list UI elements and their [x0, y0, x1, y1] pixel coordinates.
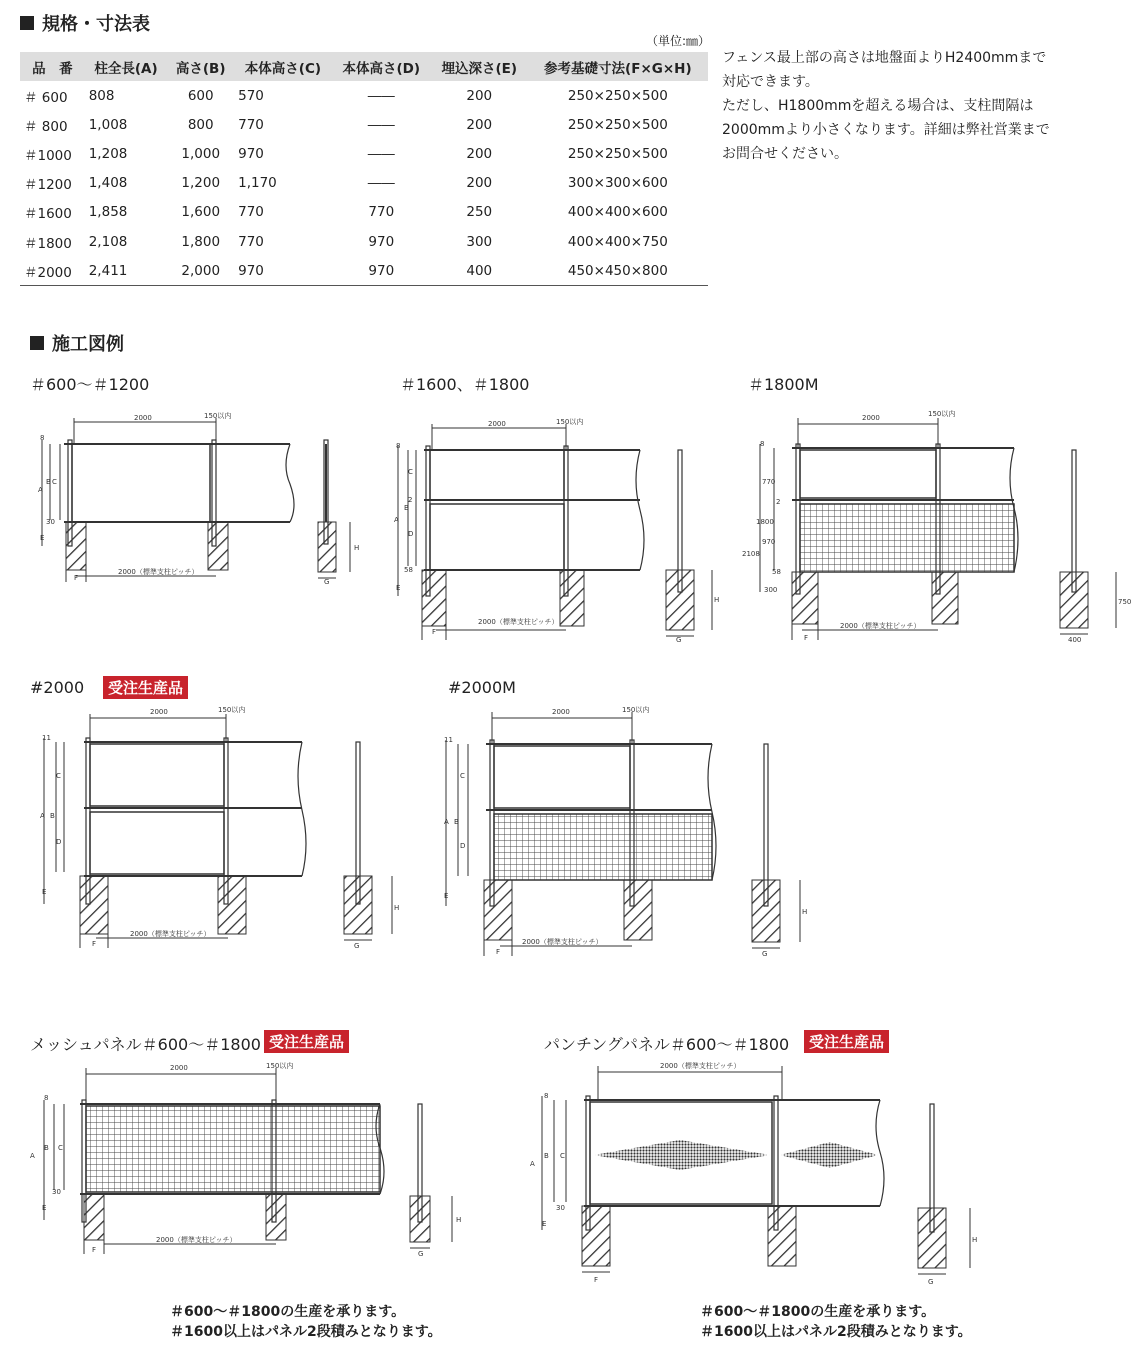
table-cell: 2,000	[167, 256, 234, 286]
dim-pitch: 2000（標準支柱ピッチ）	[840, 622, 921, 630]
dim-post-gap: 150以内	[218, 706, 246, 714]
dim-1800: 1800	[756, 518, 774, 526]
dim-770: 770	[762, 478, 776, 486]
table-cell: ――	[367, 145, 395, 162]
spec-header-cell: 品 番	[20, 52, 85, 81]
table-cell: 300×300×600	[567, 175, 668, 192]
table-cell: 1,008	[88, 116, 128, 133]
table-cell: 970	[332, 256, 431, 286]
table-cell: 2,108	[88, 233, 128, 250]
table-cell: 600	[187, 87, 214, 104]
dim-30: 30	[556, 1204, 565, 1212]
punching-note-line2: ＃1600以上はパネル2段積みとなります。	[700, 1324, 972, 1340]
spec-header-cell: 埋込深さ(E)	[431, 52, 528, 81]
diagram-title-mesh: メッシュパネル＃600〜＃1800	[30, 1035, 261, 1054]
dim-b: B	[46, 478, 51, 486]
diagram-1800m	[760, 418, 1116, 640]
diagram-title-1800m: ＃1800M	[748, 375, 819, 394]
dim-e: E	[42, 888, 47, 896]
dim-h: H	[394, 904, 400, 912]
table-cell: 250×250×500	[567, 145, 668, 162]
dim-g: G	[928, 1278, 934, 1286]
dim-b: B	[454, 818, 459, 826]
dim-a: A	[394, 516, 399, 524]
dim-e: E	[444, 892, 449, 900]
diagram-title-1600-1800: ＃1600、＃1800	[400, 375, 530, 394]
dim-a: A	[444, 818, 449, 826]
table-cell: ＃ 600	[24, 89, 68, 106]
table-cell: 1,000	[181, 145, 221, 162]
dim-h: H	[714, 596, 720, 604]
table-cell: 200	[466, 175, 493, 192]
dim-post-gap: 150以内	[204, 412, 232, 420]
table-cell: 1,200	[181, 175, 221, 192]
dim-pitch: 2000（標準支柱ピッチ）	[522, 938, 603, 946]
diagram-mesh-panel	[44, 1068, 452, 1254]
dim-c: C	[56, 772, 61, 780]
dim-b: B	[404, 504, 409, 512]
dim-2: 2	[776, 498, 781, 506]
table-cell: 200	[466, 145, 493, 162]
dim-g: G	[676, 636, 682, 644]
table-cell: ――	[367, 175, 395, 192]
dim-span: 2000	[552, 708, 570, 716]
table-cell: 1,600	[181, 204, 221, 221]
note-line: フェンス最上部の高さは地盤面よりH2400mmまで	[722, 50, 1047, 66]
dim-g: G	[762, 950, 768, 958]
table-cell: 200	[466, 116, 493, 133]
dim-a: A	[530, 1160, 535, 1168]
dim-300: 300	[764, 586, 778, 594]
dim-d: D	[408, 530, 414, 538]
table-cell: 250×250×500	[567, 87, 668, 104]
dim-c: C	[460, 772, 465, 780]
note-line: ただし、H1800mmを超える場合は、支柱間隔は	[722, 98, 1034, 114]
table-cell: ＃1200	[24, 177, 72, 194]
unit-label: （単位:㎜）	[646, 34, 711, 48]
table-cell: 2,411	[85, 256, 168, 286]
mesh-note-line1: ＃600〜＃1800の生産を承ります。	[170, 1304, 406, 1320]
dim-post-gap: 150以内	[556, 418, 584, 426]
table-cell: ＃1800	[24, 235, 72, 252]
dim-f: F	[92, 1246, 97, 1254]
table-cell: ――	[367, 116, 395, 133]
note-line: お問合せください。	[722, 146, 848, 162]
dim-span: 2000	[134, 414, 152, 422]
dim-post-gap: 150以内	[266, 1062, 294, 1070]
diagram-600-1200	[42, 418, 350, 582]
diagram-title-punching: パンチングパネル＃600〜＃1800	[544, 1035, 790, 1054]
table-cell: 400×400×750	[567, 233, 668, 250]
dim-2: 2	[408, 496, 413, 504]
table-cell: ＃2000	[20, 256, 85, 286]
diagram-title-2000: #2000	[30, 678, 85, 697]
table-cell: 970	[234, 256, 332, 286]
spec-header-cell: 本体高さ(C)	[234, 52, 332, 81]
dim-f: F	[496, 948, 501, 956]
diagram-2000m	[446, 712, 800, 956]
dim-8: 8	[396, 442, 401, 450]
dim-f: F	[92, 940, 97, 948]
dim-f: F	[74, 574, 79, 582]
dim-400: 400	[1068, 636, 1082, 644]
dim-970: 970	[762, 538, 776, 546]
table-cell: 250×250×500	[567, 116, 668, 133]
table-cell: ＃1000	[24, 147, 72, 164]
dim-span: 2000	[862, 414, 880, 422]
dim-d: D	[56, 838, 62, 846]
table-cell: 1,858	[88, 204, 128, 221]
table-cell: ＃ 800	[24, 118, 68, 135]
dim-span: 2000	[170, 1064, 188, 1072]
dim-b: B	[544, 1152, 549, 1160]
spec-header-cell: 柱全長(A)	[85, 52, 168, 81]
dim-e: E	[42, 1204, 47, 1212]
diagram-2000	[44, 714, 392, 948]
diagram-title-600-1200: ＃600〜＃1200	[30, 375, 150, 394]
dim-b: B	[50, 812, 55, 820]
dim-h: H	[802, 908, 808, 916]
diagram-title-2000m: #2000M	[448, 678, 516, 697]
dim-a: A	[30, 1152, 35, 1160]
dim-e: E	[396, 584, 401, 592]
table-cell: 770	[238, 233, 264, 250]
table-cell: 1,170	[238, 175, 277, 192]
table-cell: 1,208	[88, 145, 128, 162]
table-cell: 808	[88, 87, 115, 104]
dim-11: 11	[444, 736, 453, 744]
table-cell: 970	[368, 233, 395, 250]
dim-30: 30	[46, 518, 55, 526]
dim-750: 750	[1118, 598, 1132, 606]
table-cell: ――	[367, 87, 395, 104]
note-line: 対応できます。	[722, 74, 819, 90]
dim-c: C	[58, 1144, 63, 1152]
dim-g: G	[324, 578, 330, 586]
dim-g: G	[418, 1250, 424, 1258]
table-cell: 1,408	[88, 175, 128, 192]
dim-d: D	[460, 842, 466, 850]
dim-h: H	[456, 1216, 462, 1224]
table-cell: 970	[238, 145, 264, 162]
spec-header-cell: 高さ(B)	[167, 52, 234, 81]
diagram-1600-1800	[398, 424, 712, 640]
table-cell: 400	[431, 256, 528, 286]
dim-e: E	[40, 534, 45, 542]
dim-pitch: 2000（標準支柱ピッチ）	[478, 618, 559, 626]
table-cell: 250	[466, 204, 493, 221]
dim-2108: 2108	[742, 550, 760, 558]
dim-c: C	[408, 468, 413, 476]
table-cell: 200	[466, 87, 493, 104]
dim-a: A	[38, 486, 43, 494]
dim-58: 58	[404, 566, 413, 574]
dim-58: 58	[772, 568, 781, 576]
table-cell: ＃1600	[24, 206, 72, 223]
construction-title-text: 施工図例	[52, 334, 124, 355]
dim-c: C	[52, 478, 57, 486]
punching-note-line1: ＃600〜＃1800の生産を承ります。	[700, 1304, 936, 1320]
note-line: 2000mmより小さくなります。詳細は弊社営業まで	[722, 122, 1050, 138]
dim-pitch: 2000（標準支柱ピッチ）	[130, 930, 211, 938]
dim-8: 8	[760, 440, 765, 448]
table-cell: 400×400×600	[567, 204, 668, 221]
table-cell: 770	[238, 204, 264, 221]
mesh-note-line2: ＃1600以上はパネル2段積みとなります。	[170, 1324, 442, 1340]
dim-e: E	[542, 1220, 547, 1228]
dim-f: F	[594, 1276, 599, 1284]
table-cell: 570	[238, 87, 264, 104]
made-to-order-badge: 受注生産品	[103, 676, 188, 699]
dim-8: 8	[40, 434, 45, 442]
dim-f: F	[804, 634, 809, 642]
table-cell: 800	[187, 116, 214, 133]
dim-c: C	[560, 1152, 565, 1160]
dim-pitch: 2000（標準支柱ピッチ）	[156, 1236, 237, 1244]
diagram-punching-panel	[542, 1066, 970, 1274]
table-cell: 300	[466, 233, 493, 250]
dim-post-gap: 150以内	[622, 706, 650, 714]
spec-header-cell: 本体高さ(D)	[332, 52, 431, 81]
dim-pitch: 2000（標準支柱ピッチ）	[118, 568, 199, 576]
spec-title-text: 規格・寸法表	[42, 14, 150, 35]
spec-header-cell: 参考基礎寸法(F×G×H)	[528, 52, 708, 81]
dim-a: A	[40, 812, 45, 820]
dim-span: 2000	[488, 420, 506, 428]
table-cell: 450×450×800	[528, 256, 708, 286]
dim-11: 11	[42, 734, 51, 742]
dim-post-gap: 150以内	[928, 410, 956, 418]
dim-g: G	[354, 942, 360, 950]
dim-8: 8	[44, 1094, 49, 1102]
dim-pitch: 2000（標準支柱ピッチ）	[660, 1062, 741, 1070]
table-cell: 770	[238, 116, 264, 133]
dim-h: H	[354, 544, 360, 552]
made-to-order-badge: 受注生産品	[804, 1030, 889, 1053]
table-cell: 770	[368, 204, 395, 221]
dim-b: B	[44, 1144, 49, 1152]
dim-8: 8	[544, 1092, 549, 1100]
dim-h: H	[972, 1236, 978, 1244]
dim-30: 30	[52, 1188, 61, 1196]
dim-f: F	[432, 628, 437, 636]
made-to-order-badge: 受注生産品	[264, 1030, 349, 1053]
table-cell: 1,800	[181, 233, 221, 250]
dim-span: 2000	[150, 708, 168, 716]
